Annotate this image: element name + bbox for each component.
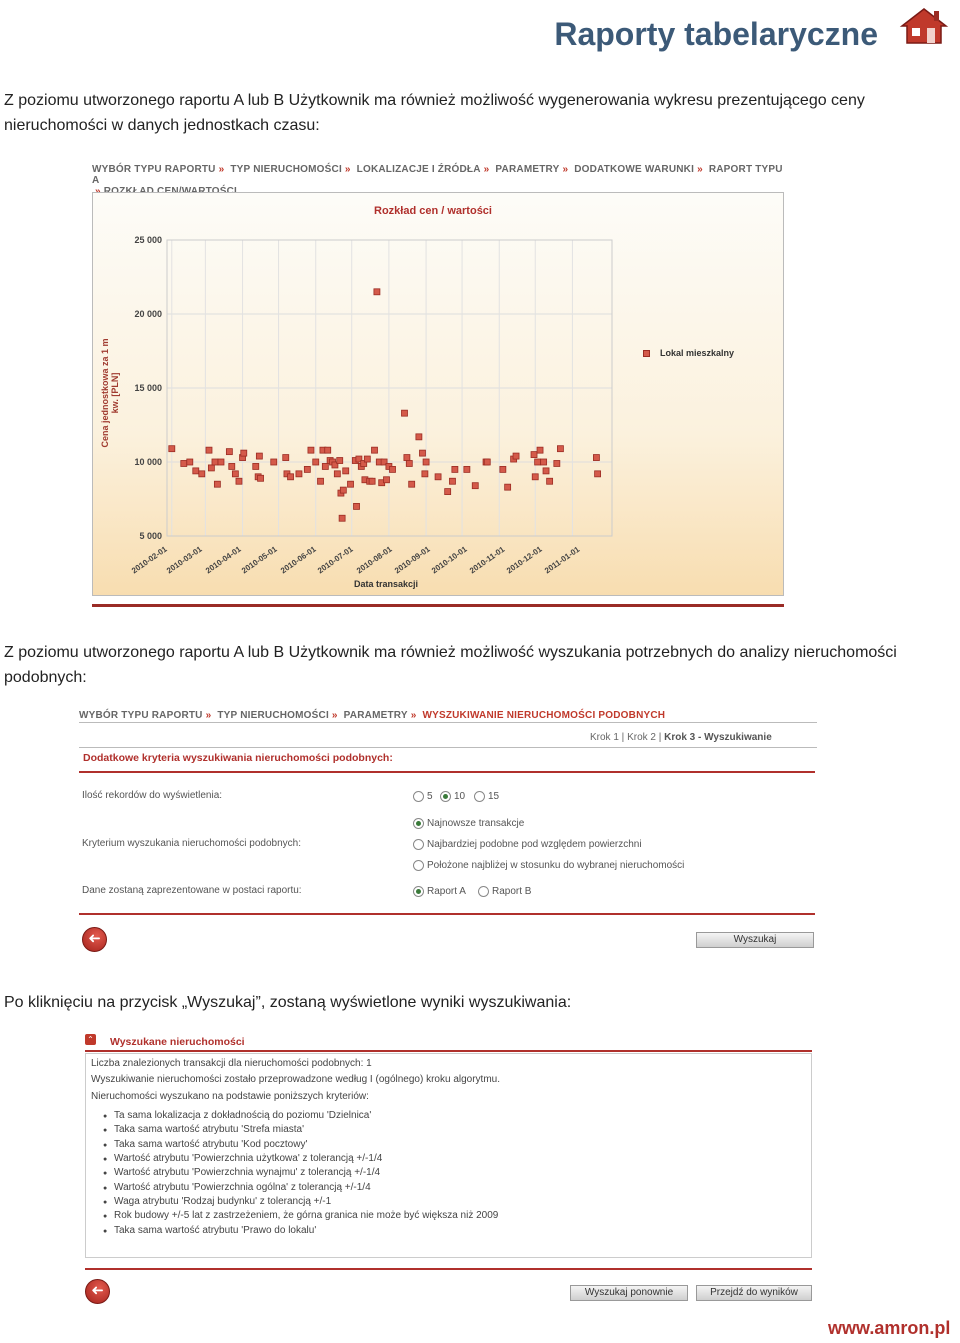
step-3: Krok 3 - Wyszukiwanie (664, 732, 772, 743)
page-title: Raporty tabelaryczne (554, 16, 878, 52)
y-tick-label: 15 000 (134, 383, 162, 393)
breadcrumb-item[interactable]: DODATKOWE WARUNKI (574, 164, 695, 175)
divider (85, 1050, 812, 1052)
criterion-item: ● Rok budowy +/-5 lat z zastrzeżeniem, że górna granica nie może być większa niż 2009 (114, 1210, 498, 1221)
x-tick-label: 2010-11-01 (468, 544, 507, 576)
report-option-a[interactable]: Raport A (413, 886, 466, 897)
home-icon[interactable] (898, 6, 950, 46)
intro-text-3: Po kliknięciu na przycisk „Wyszukaj”, zostaną wyświetlone wyniki wyszukiwania: (4, 994, 572, 1011)
results-algorithm: Wyszukiwanie nieruchomości zostało przeprowadzone według I (ogólnego) kroku algorytmu. (91, 1074, 500, 1085)
criterion-item: ● Taka sama wartość atrybutu 'Prawo do lokalu' (114, 1225, 316, 1236)
criterion-option-newest[interactable]: Najnowsze transakcje (413, 818, 524, 829)
intro-text-1: Z poziomu utworzonego raportu A lub B Użytkownik ma również możliwość wygenerowania wykresu prezentującego ceny nieruchomości w danych jednostkach czasu: (4, 92, 865, 134)
chart-panel (92, 192, 784, 596)
breadcrumb-item[interactable]: LOKALIZACJE I ŹRÓDŁA (356, 164, 481, 175)
divider (79, 913, 815, 915)
criterion-item: ● Waga atrybutu 'Rodzaj budynku' z tolerancją +/-1 (114, 1196, 331, 1207)
results-basis: Nieruchomości wyszukano na podstawie poniższych kryteriów: (91, 1091, 369, 1102)
results-count: Liczba znalezionych transakcji dla nieruchomości podobnych: 1 (91, 1058, 372, 1069)
x-tick-label: 2010-08-01 (355, 544, 394, 576)
records-option-15[interactable]: 15 (474, 791, 499, 802)
search-button[interactable]: Wyszukaj (696, 932, 814, 948)
step-indicator: Krok 1 | Krok 2 | Krok 3 - Wyszukiwanie (590, 732, 772, 743)
divider (79, 771, 815, 773)
breadcrumb-item[interactable]: RAPORT TYPU A (92, 164, 783, 186)
criterion-item: ● Wartość atrybutu 'Powierzchnia wynajmu' z tolerancją +/-1/4 (114, 1167, 380, 1178)
breadcrumb-item[interactable]: WYBÓR TYPU RAPORTU (92, 164, 216, 175)
y-tick-label: 25 000 (134, 235, 162, 245)
x-tick-label: 2010-06-01 (279, 544, 318, 576)
x-tick-label: 2010-12-01 (505, 544, 544, 576)
criterion-option-area[interactable]: Najbardziej podobne pod względem powierzchni (413, 839, 642, 850)
chart-title: Rozkład cen / wartości (374, 205, 492, 217)
criterion-item: ● Wartość atrybutu 'Powierzchnia ogólna' z tolerancją +/-1/4 (114, 1182, 371, 1193)
breadcrumb: WYBÓR TYPU RAPORTU » TYP NIERUCHOMOŚCI » PARAMETRY » WYSZUKIWANIE NIERUCHOMOŚCI PODOBNYCH (79, 710, 666, 721)
x-tick-label: 2011-01-01 (543, 544, 582, 576)
breadcrumb: WYBÓR TYPU RAPORTU » TYP NIERUCHOMOŚCI » LOKALIZACJE I ŹRÓDŁA » PARAMETRY » DODATKOWE WARUNKI » RAPORT TYPU A (92, 164, 792, 197)
breadcrumb-current: WYSZUKIWANIE NIERUCHOMOŚCI PODOBNYCH (422, 710, 666, 721)
breadcrumb-item[interactable]: PARAMETRY (495, 164, 560, 175)
collapse-icon[interactable]: ⌃ (85, 1034, 96, 1045)
breadcrumb-item[interactable]: WYBÓR TYPU RAPORTU (79, 710, 203, 721)
records-label: Ilość rekordów do wyświetlenia: (82, 790, 223, 801)
x-tick-label: 2010-03-01 (165, 544, 204, 576)
legend-label: Lokal mieszkalny (660, 348, 735, 358)
report-option-b[interactable]: Raport B (478, 886, 531, 897)
results-heading: Wyszukane nieruchomości (110, 1036, 245, 1048)
y-tick-label: 20 000 (134, 309, 162, 319)
breadcrumb-item[interactable]: PARAMETRY (343, 710, 408, 721)
intro-text-2: Z poziomu utworzonego raportu A lub B Użytkownik ma również możliwość wyszukania potrzebnych do analizy nieruchomości podobnych: (4, 644, 897, 686)
x-tick-label: 2010-07-01 (316, 544, 355, 576)
x-tick-label: 2010-10-01 (430, 544, 469, 576)
step-2[interactable]: Krok 2 (627, 732, 656, 743)
x-tick-label: 2010-04-01 (204, 544, 243, 576)
breadcrumb-item[interactable]: TYP NIERUCHOMOŚCI (230, 164, 342, 175)
criterion-label: Kryterium wyszukania nieruchomości podobnych: (82, 838, 301, 849)
chart-divider (92, 604, 784, 607)
y-axis-label: Cena jednostkowa za 1 m kw. [PLN] (100, 338, 120, 448)
back-button[interactable]: ➜ (82, 927, 107, 952)
criterion-item: ● Wartość atrybutu 'Powierzchnia użytkowa' z tolerancją +/-1/4 (114, 1153, 382, 1164)
records-option-5[interactable]: 5 (413, 791, 433, 802)
divider (85, 1268, 812, 1270)
criterion-option-nearest[interactable]: Położone najbliżej w stosunku do wybranej nieruchomości (413, 860, 684, 871)
x-tick-label: 2010-05-01 (240, 544, 279, 576)
y-tick-label: 5 000 (139, 531, 162, 541)
back-button[interactable]: ➜ (85, 1279, 110, 1304)
criterion-item: ● Ta sama lokalizacja z dokładnością do poziomu 'Dzielnica' (114, 1110, 371, 1121)
records-option-10[interactable]: 10 (440, 791, 465, 802)
x-axis-label: Data transakcji (354, 579, 419, 589)
step-1[interactable]: Krok 1 (590, 732, 619, 743)
x-tick-label: 2010-02-01 (130, 544, 169, 576)
criterion-item: ● Taka sama wartość atrybutu 'Strefa miasta' (114, 1124, 304, 1135)
go-to-results-button[interactable]: Przejdź do wyników (696, 1285, 812, 1301)
divider (79, 747, 817, 748)
breadcrumb-item[interactable]: TYP NIERUCHOMOŚCI (217, 710, 329, 721)
y-tick-label: 10 000 (134, 457, 162, 467)
divider (79, 722, 817, 723)
form-heading: Dodatkowe kryteria wyszukiwania nieruchomości podobnych: (83, 752, 393, 764)
footer-brand: www.amron.pl (828, 1318, 951, 1338)
x-tick-label: 2010-09-01 (393, 544, 432, 576)
report-label: Dane zostaną zaprezentowane w postaci raportu: (82, 885, 302, 896)
search-again-button[interactable]: Wyszukaj ponownie (570, 1285, 688, 1301)
criterion-item: ● Taka sama wartość atrybutu 'Kod pocztowy' (114, 1139, 307, 1150)
legend-marker (643, 350, 650, 357)
